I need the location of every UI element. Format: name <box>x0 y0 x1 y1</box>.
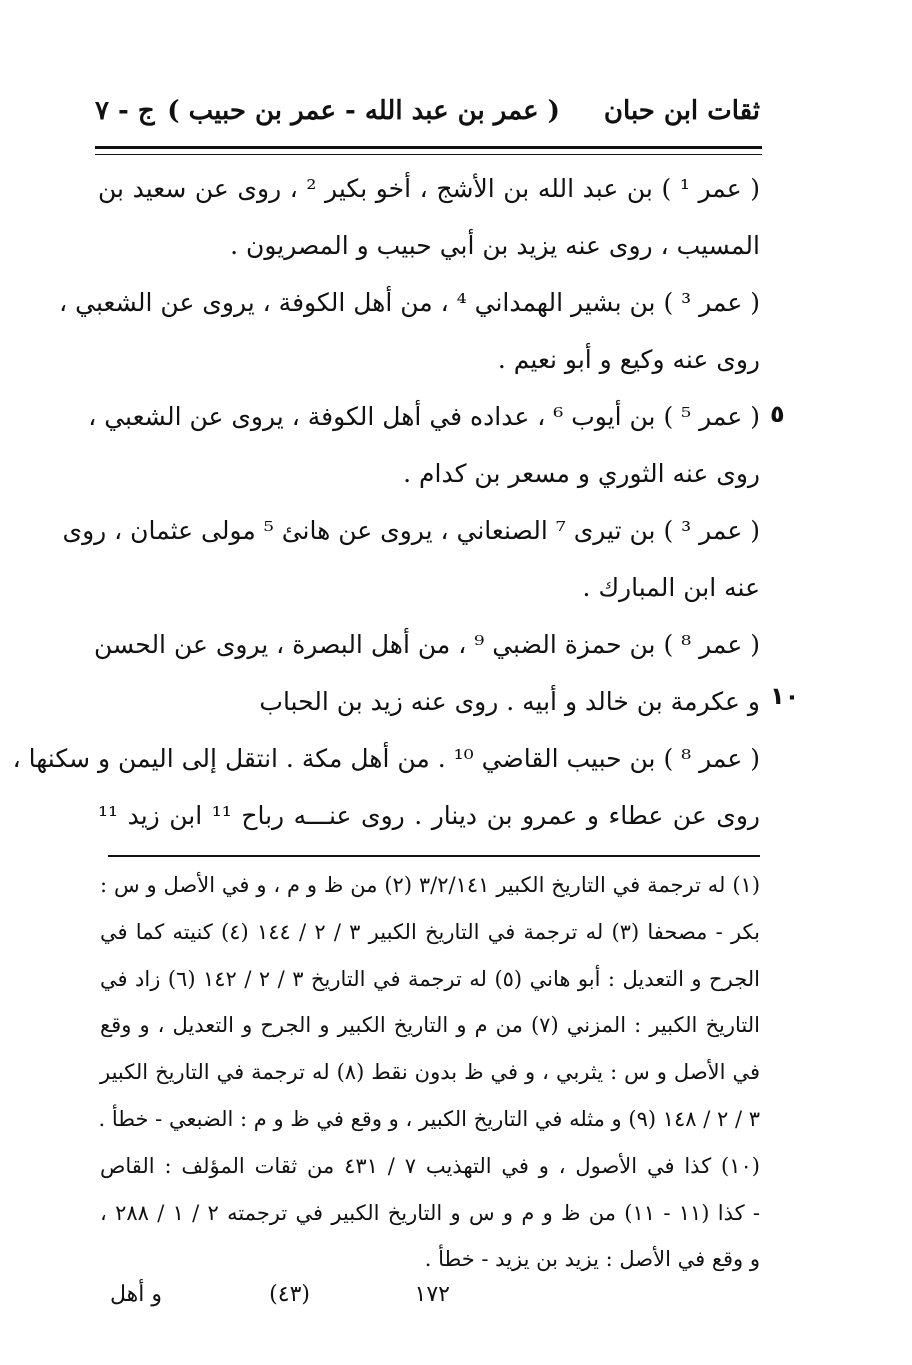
header-rule-thick <box>95 146 762 149</box>
entry-line: ( عمر ³ ) بن تيرى ⁷ الصنعاني ، يروى عن هانئ ⁵ مولى عثمان ، روى <box>62 516 760 545</box>
header-book-title: ثقات ابن حبان <box>603 96 760 126</box>
footnote-line: في الأصل و س : يثربي ، و في ظ بدون نقط (٨) له ترجمة في التاريخ الكبير <box>100 1060 760 1085</box>
entry-line: روى عنه وكيع و أبو نعيم . <box>497 345 760 374</box>
header-entry-range: ( عمر بن عبد الله - عمر بن حبيب ) <box>167 96 560 126</box>
entry-line: ( عمر ³ ) بن بشير الهمداني ⁴ ، من أهل الكوفة ، يروى عن الشعبي ، <box>59 288 760 317</box>
header-rule-thin <box>95 154 762 155</box>
footnote-line: و وقع في الأصل : يزيد بن يزيد - خطأ . <box>424 1247 760 1272</box>
running-header <box>95 92 760 138</box>
biography-entries <box>12 160 760 844</box>
footnote-line: (١) له ترجمة في التاريخ الكبير ٣/٢/١٤١ (٢) من ظ و م ، و في الأصل و س : <box>100 873 761 897</box>
entry-line: المسيب ، روى عنه يزيد بن أبي حبيب و المصريون . <box>230 231 760 260</box>
footnote-separator <box>108 855 760 857</box>
entry-line: روى عنه الثوري و مسعر بن كدام . <box>403 459 760 488</box>
header-volume: ج - ٧ <box>95 96 155 126</box>
footnote-line: - كذا (١١ - ١١) من ظ و م و س و التاريخ الكبير في ترجمته ٢ / ١ / ٢٨٨ ، <box>100 1200 761 1225</box>
page-number: ١٧٢ <box>414 1282 450 1307</box>
entry-line: ( عمر ⁸ ) بن حمزة الضبي ⁹ ، من أهل البصرة ، يروى عن الحسن <box>93 630 760 659</box>
entry-line: ( عمر ¹ ) بن عبد الله بن الأشج ، أخو بكير ² ، روى عن سعيد بن <box>98 174 760 203</box>
footnotes <box>100 862 760 1283</box>
catchword: و أهل <box>110 1282 162 1307</box>
footnote-line: بكر - مصحفا (٣) له ترجمة في التاريخ الكبير ٣ / ٢ / ١٤٤ (٤) كنيته كما في <box>100 919 760 944</box>
footnote-line: التاريخ الكبير : المزني (٧) من م و التاريخ الكبير و الجرح و التعديل ، و وقع <box>100 1013 760 1038</box>
margin-line-number-5: ٥ <box>770 400 785 428</box>
footnote-line: الجرح و التعديل : أبو هاني (٥) له ترجمة في التاريخ ٣ / ٢ / ١٤٢ (٦) زاد في <box>100 966 760 991</box>
signature-mark: (٤٣) <box>269 1282 310 1307</box>
footnote-line: (١٠) كذا في الأصول ، و في التهذيب ٧ / ٤٣١ من ثقات المؤلف : القاص <box>100 1153 760 1178</box>
footnote-line: ٣ / ٢ / ١٤٨ (٩) و مثله في التاريخ الكبير ، و وقع في ظ و م : الضبعي - خطأ . <box>98 1106 760 1131</box>
entry-line: عنه ابن المبارك . <box>582 573 760 602</box>
page-footer <box>110 1282 450 1318</box>
entry-line: و عكرمة بن خالد و أبيه . روى عنه زيد بن الحباب <box>259 687 760 716</box>
entry-line: روى عن عطاء و عمرو بن دينار . روى عنـــه رباح ¹¹ ابن زيد ¹¹ <box>98 801 760 830</box>
entry-line: ( عمر ⁵ ) بن أيوب ⁶ ، عداده في أهل الكوفة ، يروى عن الشعبي ، <box>88 402 760 431</box>
entry-line: ( عمر ⁸ ) بن حبيب القاضي ¹⁰ . من أهل مكة . انتقل إلى اليمن و سكنها ، <box>12 744 760 773</box>
margin-line-number-10: ١٠ <box>770 682 800 710</box>
